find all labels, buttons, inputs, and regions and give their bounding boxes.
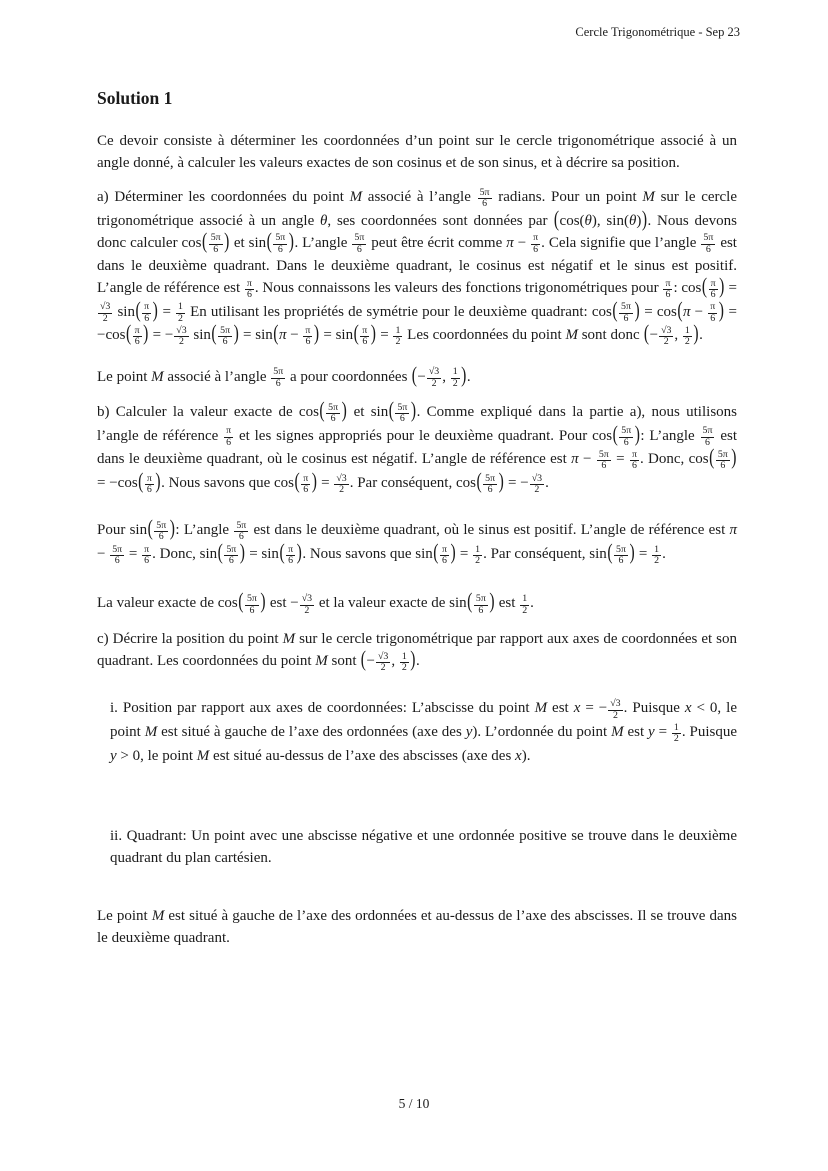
fraction: $\frac{\pi}{6}$ (305, 324, 311, 348)
fraction: $\frac{5\pi}{6}$ (621, 301, 631, 324)
big-paren: ) (224, 229, 230, 254)
big-paren: ( (388, 398, 394, 424)
page-header: Cercle Trigonométrique - Sep 23 (575, 25, 740, 39)
big-paren: ) (731, 446, 737, 471)
fraction: $\frac{√3}{2}$ (610, 698, 621, 721)
fraction: $\frac{5\pi}{6}$ (702, 425, 713, 448)
big-paren: ( (709, 446, 715, 471)
fraction: $\frac{\pi}{6}$ (441, 543, 447, 566)
fraction: $\frac{\pi}{6}$ (146, 472, 152, 495)
fraction: $\frac{\pi}{6}$ (362, 324, 368, 348)
math-variable: M (315, 652, 328, 669)
page-number: 5 / 10 (398, 1096, 430, 1111)
fraction: $\frac{\pi}{6}$ (631, 449, 637, 472)
fraction: $\frac{5\pi}{6}$ (703, 232, 714, 255)
big-paren: ) (155, 469, 161, 494)
fraction: $\frac{5\pi}{6}$ (273, 366, 284, 389)
big-paren: ( (467, 590, 473, 615)
fraction: $\frac{√3}{2}$ (301, 593, 313, 616)
big-paren: ) (341, 398, 347, 424)
big-paren: ( (433, 540, 439, 565)
big-paren: ) (152, 298, 158, 323)
big-paren: ) (629, 540, 635, 565)
fraction: $\frac{5\pi}{6}$ (112, 543, 123, 566)
big-paren: ( (411, 363, 417, 388)
fraction: $\frac{\pi}{6}$ (710, 301, 716, 324)
math-variable: M (534, 700, 548, 717)
fraction: $\frac{5\pi}{6}$ (220, 324, 231, 348)
fraction: $\frac{1}{2}$ (178, 301, 183, 324)
fraction: $\frac{5\pi}{6}$ (717, 449, 728, 472)
fraction: $\frac{5\pi}{6}$ (156, 520, 167, 543)
math-variable: x (573, 700, 581, 717)
big-paren: ) (311, 469, 317, 494)
fraction: $\frac{5\pi}{6}$ (397, 401, 408, 425)
fraction: $\frac{5\pi}{6}$ (616, 543, 626, 566)
big-paren: ) (461, 363, 467, 388)
fraction: $\frac{5\pi}{6}$ (475, 593, 486, 616)
fraction: $\frac{\pi}{6}$ (144, 543, 150, 566)
paragraph-c-item-ii: ii. Quadrant: Un point avec une abscisse négative et une ordonnée positive se trouve dans le deuxième quadrant du plan cartésien. (110, 827, 737, 866)
math-variable: π (729, 522, 737, 539)
math-variable: π (571, 451, 579, 468)
big-paren: ( (125, 321, 132, 347)
math-variable: M (565, 327, 578, 344)
big-paren: ( (202, 229, 208, 254)
big-paren: ( (138, 469, 144, 494)
math-variable: θ (628, 212, 637, 229)
fraction: $\frac{5\pi}{6}$ (485, 472, 496, 495)
fraction: $\frac{5\pi}{6}$ (354, 232, 365, 255)
fraction: $\frac{5\pi}{6}$ (226, 543, 237, 566)
paragraph-part-b: b) Calculer la valeur exacte de cos( $\frac{5\pi}{6}$ ) et sin( $\frac{5\pi}{6}$ ). Comme expliqué dans la partie a), nous utilisons l’angle de référence $\frac{\pi}{6}$ et les signes appropriés pour le deuxième quadrant. Pour cos( $\frac{5\pi}{6}$ ): L’angle $\frac{5\pi}{6}$ est dans le deuxième quadrant, où le cosinus est négatif. L’angle de référence est π − $\frac{5\pi}{6}$ = $\frac{\pi}{6}$ . Donc, cos( $\frac{5\pi}{6}$ ) = −cos( $\frac{\pi}{6}$ ). Nous savons que cos( $\frac{\pi}{6}$ ) = $\frac{√3}{2}$ . Par conséquent, cos( $\frac{5\pi}{6}$ ) = − $\frac{√3}{2}$ . (97, 401, 737, 495)
fraction: $\frac{5\pi}{6}$ (236, 520, 247, 543)
big-paren: ( (701, 274, 708, 299)
math-variable: θ (320, 212, 328, 229)
big-paren: ) (370, 321, 376, 347)
paragraph-part-a: a) Déterminer les coordonnées du point M associé à l’angle $\frac{5\pi}{6}$ radians. Pour un point M sur le cercle trigonométrique associé à un angle θ, ses coordonnées sont données par (cos(θ), sin(θ)). Nous devons donc calculer cos( $\frac{5\pi}{6}$ ) et sin( $\frac{5\pi}{6}$ ). L’angle $\frac{5\pi}{6}$ peut être écrit comme π − $\frac{\pi}{6}$ . Cela signifie que l’angle $\frac{5\pi}{6}$ est dans le deuxième quadrant. Dans le deuxième quadrant, le cosinus est négatif et le sinus est positif. L’angle de référence est $\frac{\pi}{6}$ . Nous connaissons les valeurs des fonctions trigonométriques pour $\frac{\pi}{6}$ : cos( $\frac{\pi}{6}$ ) = $\frac{√3}{2}$ sin( $\frac{\pi}{6}$ ) = $\frac{1}{2}$ En utilisant les propriétés de symétrie pour le deuxième quadrant: cos( $\frac{5\pi}{6}$ ) = cos(π − $\frac{\pi}{6}$ ) = −cos( $\frac{\pi}{6}$ ) = − $\frac{√3}{2}$ sin( $\frac{5\pi}{6}$ ) = sin(π − $\frac{\pi}{6}$ ) = sin( $\frac{\pi}{6}$ ) = $\frac{1}{2}$ Les coordonnées du point M sont donc (− $\frac{√3}{2}$ , $\frac{1}{2}$ ). (97, 186, 737, 348)
math-variable: y (648, 723, 655, 740)
paragraph-result-b: La valeur exacte de cos( $\frac{5\pi}{6}$ ) est − $\frac{√3}{2}$ et la valeur exacte de sin( $\frac{5\pi}{6}$ ) est $\frac{1}{2}$ . (97, 592, 737, 616)
math-variable: M (642, 189, 655, 205)
paragraph-conclusion: Le point M est situé à gauche de l’axe des ordonnées et au-dessus de l’axe des abscisses. Il se trouve dans le deuxième quadrant. (97, 907, 738, 946)
solution-title: Solution 1 (97, 88, 173, 108)
big-paren: ( (643, 321, 650, 347)
math-variable: x (684, 700, 692, 717)
math-variable: M (282, 630, 296, 647)
paragraph-part-b-sin: Pour sin( $\frac{5\pi}{6}$ ): L’angle $\frac{5\pi}{6}$ est dans le deuxième quadrant, où le sinus est positif. L’angle de référence est π − $\frac{5\pi}{6}$ = $\frac{\pi}{6}$ . Donc, sin( $\frac{5\pi}{6}$ ) = sin( $\frac{\pi}{6}$ ). Nous savons que sin( $\frac{\pi}{6}$ ) = $\frac{1}{2}$ . Par conséquent, sin( $\frac{5\pi}{6}$ ) = $\frac{1}{2}$ . (97, 519, 737, 566)
big-paren: ( (677, 298, 683, 323)
big-paren: ( (319, 398, 325, 424)
fraction: $\frac{\pi}{6}$ (533, 232, 539, 255)
fraction: $\frac{1}{2}$ (401, 650, 407, 674)
big-paren: ) (634, 298, 640, 323)
fraction: $\frac{√3}{2}$ (428, 366, 440, 389)
fraction: $\frac{\pi}{6}$ (710, 277, 716, 301)
fraction: $\frac{\pi}{6}$ (144, 301, 150, 324)
big-paren: ) (410, 647, 416, 672)
fraction: $\frac{√3}{2}$ (100, 301, 111, 324)
big-paren: ) (719, 274, 725, 299)
big-paren: ( (266, 229, 272, 254)
big-paren: ) (641, 207, 648, 232)
math-variable: M (196, 747, 210, 764)
big-paren: ) (313, 321, 320, 347)
paragraph-intro: Ce devoir consiste à déterminer les coordonnées d’un point sur le cercle trigonométrique associé à un angle donné, à calculer les valeurs exactes de son cosinus et de son sinus, et à décrire sa position. (97, 133, 737, 171)
math-variable: θ (584, 212, 592, 229)
paragraph-result-a: Le point M associé à l’angle $\frac{5\pi}{6}$ a pour coordonnées (− $\frac{√3}{2}$ , $\frac{1}{2}$ ). (97, 366, 737, 390)
big-paren: ) (498, 469, 504, 494)
big-paren: ) (143, 321, 149, 347)
big-paren: ( (211, 321, 217, 347)
math-variable: x (515, 747, 522, 764)
big-paren: ) (718, 298, 724, 323)
big-paren: ( (612, 422, 618, 447)
fraction: $\frac{1}{2}$ (395, 324, 401, 348)
big-paren: ) (239, 540, 245, 565)
fraction: $\frac{5\pi}{6}$ (210, 232, 221, 255)
big-paren: ) (450, 540, 456, 565)
big-paren: ) (693, 321, 699, 347)
fraction: $\frac{5\pi}{6}$ (328, 401, 339, 425)
big-paren: ) (260, 590, 266, 615)
math-variable: M (349, 189, 363, 205)
paragraph-container (97, 130, 737, 949)
big-paren: ( (273, 321, 279, 347)
fraction: $\frac{\pi}{6}$ (246, 277, 252, 301)
paragraph-c-item-i: i. Position par rapport aux axes de coordonnées: L’abscisse du point M est x = − $\frac{√3}{2}$ . Puisque x < 0, le point M est situé à gauche de l’axe des ordonnées (axe des y). L’ordonnée du point M est y = $\frac{1}{2}$ . Puisque y > 0, le point M est situé au-dessus de l’axe des abscisses (axe des x). (110, 698, 737, 764)
big-paren: ( (353, 321, 359, 347)
big-paren: ) (634, 422, 640, 447)
fraction: $\frac{\pi}{6}$ (226, 425, 232, 448)
fraction: $\frac{1}{2}$ (475, 543, 481, 566)
fraction: $\frac{\pi}{6}$ (134, 324, 140, 348)
fraction: $\frac{√3}{2}$ (336, 472, 347, 495)
fraction: $\frac{5\pi}{6}$ (479, 186, 490, 210)
fraction: $\frac{\pi}{6}$ (665, 277, 671, 301)
fraction: $\frac{1}{2}$ (654, 543, 660, 566)
fraction: $\frac{5\pi}{6}$ (598, 449, 609, 472)
math-variable: M (151, 907, 165, 924)
big-paren: ( (553, 207, 560, 232)
math-variable: M (144, 723, 158, 740)
math-variable: y (465, 723, 473, 740)
fraction: $\frac{√3}{2}$ (176, 324, 187, 348)
fraction: $\frac{5\pi}{6}$ (275, 232, 286, 255)
math-variable: π (683, 303, 691, 320)
fraction: $\frac{\pi}{6}$ (303, 472, 309, 495)
math-variable: π (506, 234, 514, 251)
fraction: $\frac{\pi}{6}$ (288, 543, 294, 566)
fraction: $\frac{5\pi}{6}$ (246, 593, 257, 616)
paragraph-part-c: c) Décrire la position du point M sur le cercle trigonométrique par rapport aux axes de coordonnées et son quadrant. Les coordonnées du point M sont (− $\frac{√3}{2}$ , $\frac{1}{2}$ ). (97, 628, 737, 674)
big-paren: ( (279, 540, 285, 565)
big-paren: ) (288, 229, 294, 254)
big-paren: ) (169, 517, 175, 542)
math-variable: M (611, 723, 624, 740)
big-paren: ) (489, 590, 495, 615)
fraction: $\frac{1}{2}$ (673, 721, 679, 745)
math-variable: y (110, 747, 117, 764)
big-paren: ( (294, 469, 300, 494)
big-paren: ( (217, 540, 223, 565)
big-paren: ( (147, 517, 153, 542)
document-body (97, 86, 737, 949)
math-variable: π (278, 327, 287, 344)
big-paren: ( (607, 540, 613, 565)
big-paren: ( (135, 298, 141, 323)
math-variable: M (151, 368, 164, 385)
fraction: $\frac{1}{2}$ (522, 593, 528, 616)
big-paren: ) (233, 321, 239, 347)
fraction: $\frac{1}{2}$ (452, 366, 458, 389)
big-paren: ( (360, 647, 366, 672)
fraction: $\frac{√3}{2}$ (661, 324, 672, 348)
big-paren: ( (612, 298, 618, 323)
fraction: $\frac{1}{2}$ (684, 324, 690, 348)
big-paren: ) (296, 540, 302, 565)
fraction: $\frac{√3}{2}$ (377, 650, 389, 674)
fraction: $\frac{√3}{2}$ (531, 472, 543, 495)
fraction: $\frac{5\pi}{6}$ (621, 425, 632, 448)
big-paren: ( (238, 590, 244, 615)
big-paren: ( (476, 469, 482, 494)
big-paren: ) (410, 398, 417, 424)
